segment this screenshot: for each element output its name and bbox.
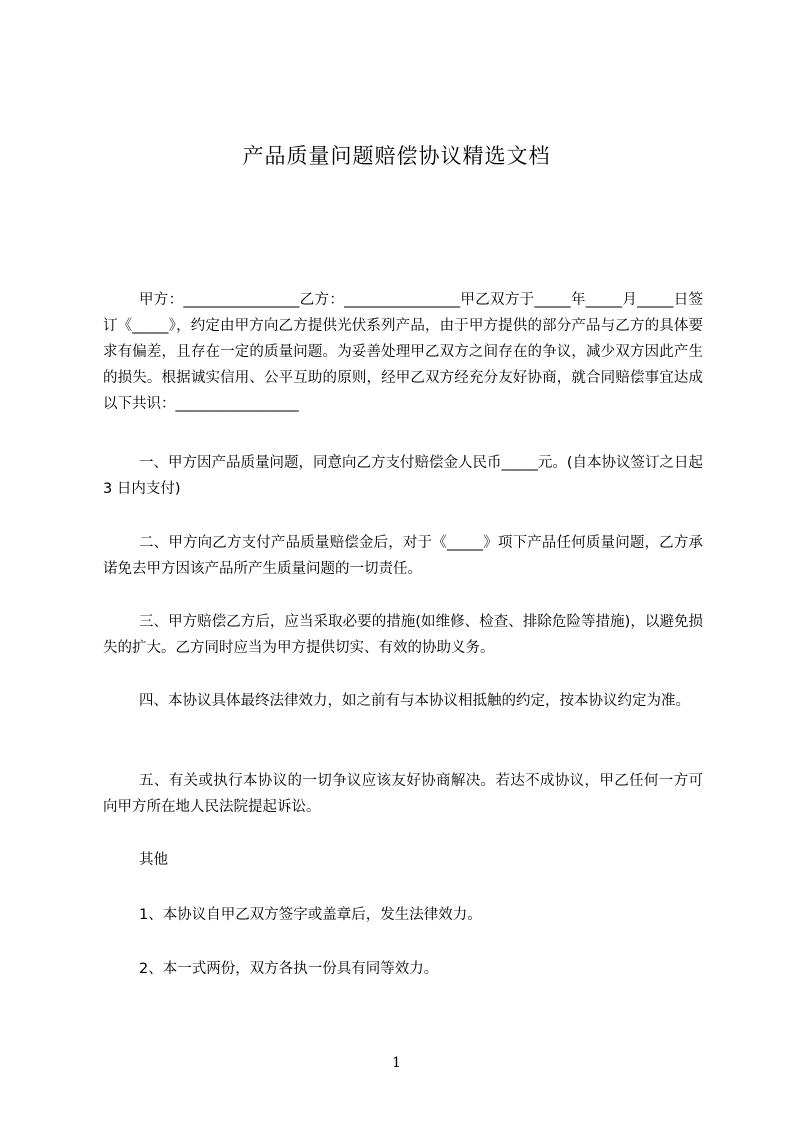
other-heading: 其他 — [139, 852, 168, 868]
other-item-1: 1、本协议自甲乙双方签字或盖章后，发生法律效力。 — [139, 907, 482, 923]
intro-paragraph: 甲方：________________乙方：________________甲乙双方于_____年_____月_____日签订《_____》，约定由甲方向乙方提供光伏系列产品，由于甲方提供的部分产品与乙方的具体要求有偏差，且存在一定的质量问题。为妥善处理甲乙双方之间存在的争议，减少双方因此产生的损失。根据诚实信用、公平互助的原则，经甲乙双方经充分友好协商，就合同赔偿事宜达成以下共识：_________________ — [103, 292, 703, 412]
page-number: 1 — [392, 1055, 401, 1071]
clause-4: 四、本协议具体最终法律效力，如之前有与本协议相抵触的约定，按本协议约定为准。 — [139, 693, 690, 709]
clause-3: 三、甲方赔偿乙方后，应当采取必要的措施(如维修、检查、排除危险等措施)，以避免损失的扩大。乙方同时应当为甲方提供切实、有效的协助义务。 — [103, 614, 703, 656]
document-title: 产品质量问题赔偿协议精选文档 — [242, 144, 551, 168]
clause-2: 二、甲方向乙方支付产品质量赔偿金后，对于《_____》项下产品任何质量问题，乙方承诺免去甲方因该产品所产生质量问题的一切责任。 — [103, 535, 703, 577]
other-item-2: 2、本一式两份，双方各执一份具有同等效力。 — [139, 961, 439, 977]
clause-1: 一、甲方因产品质量问题，同意向乙方支付赔偿金人民币_____元。(自本协议签订之日起 3 日内支付) — [103, 455, 703, 497]
clause-5: 五、有关或执行本协议的一切争议应该友好协商解决。若达不成协议，甲乙任何一方可向甲方所在地人民法院提起诉讼。 — [103, 773, 703, 815]
